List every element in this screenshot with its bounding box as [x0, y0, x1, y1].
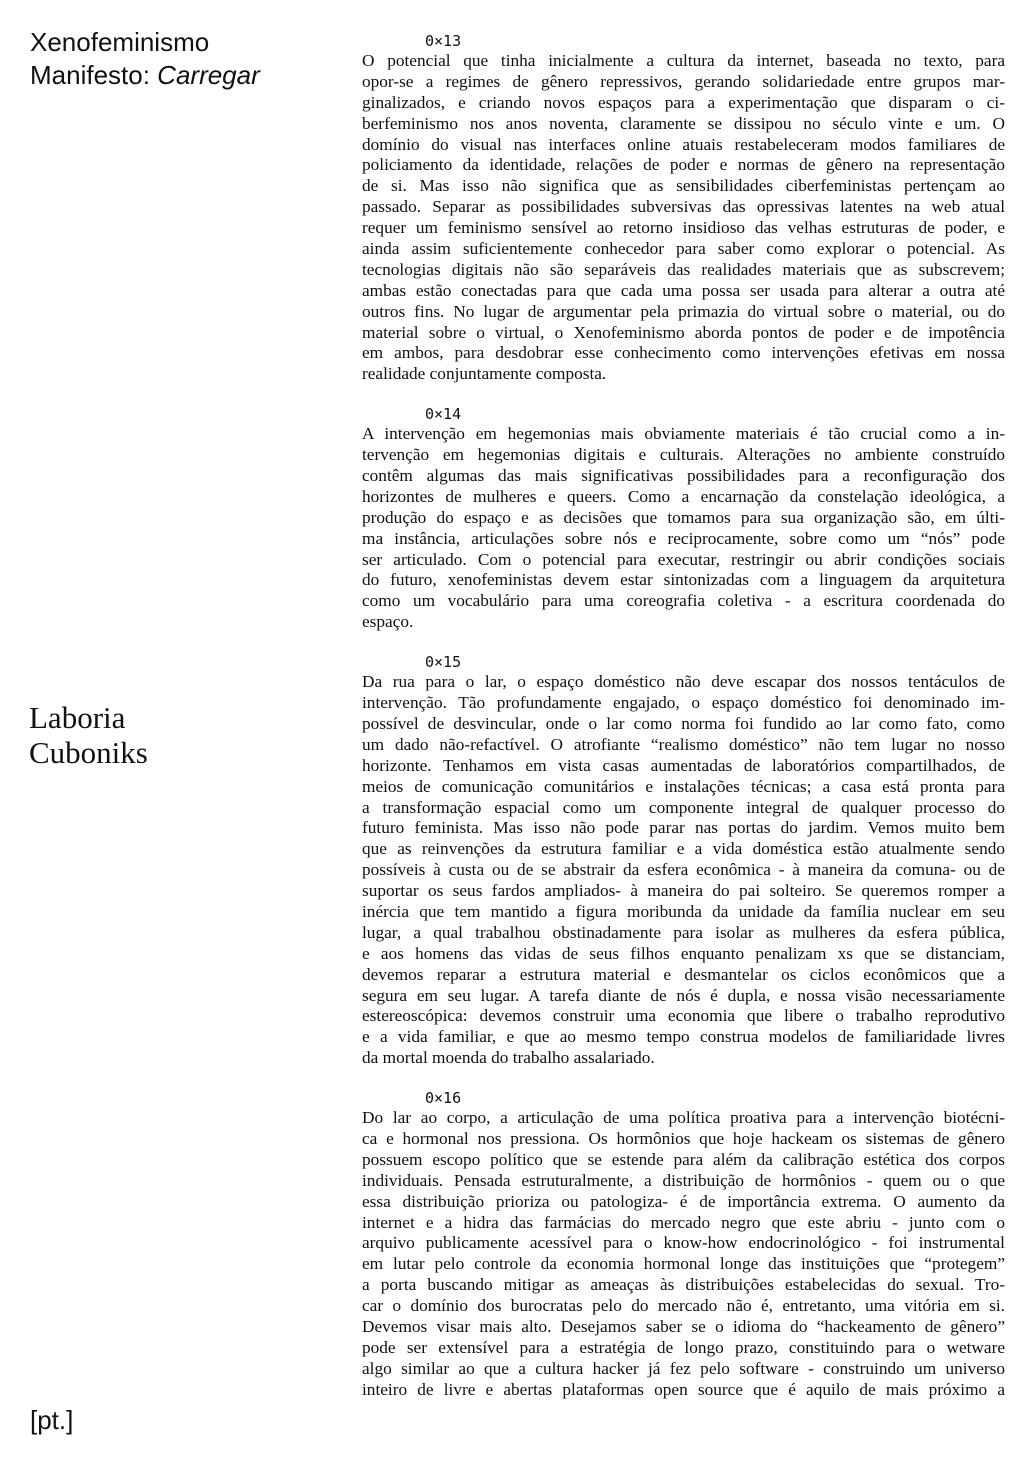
- text-line: em ambos, para desdobrar esse conhecimento como intervenções efetivas em nossa: [362, 343, 1005, 363]
- text-line: devemos reparar a estrutura material e desmantelar os ciclos econômicos que a: [362, 964, 1005, 984]
- text-line: horizontes de mulheres e queers. Como a encarnação da constelação ideológica, a: [362, 486, 1005, 506]
- text-line: possíveis à custa ou de se abstrair da esfera econômica - à maneira da comuna- ou de: [362, 860, 1005, 880]
- text-line: e a vida familiar, e que ao mesmo tempo construa modelos de familiaridade livres: [362, 1027, 1005, 1047]
- text-line: ainda assim suficientemente conhecedor para saber como explorar o potencial. As: [362, 239, 1005, 259]
- text-line: car o domínio dos burocratas pelo do mercado não é, entretanto, uma vitória em si.: [362, 1296, 1005, 1316]
- text-line: passado. Separar as possibilidades subversivas das opressivas latentes na web atual: [362, 197, 1005, 217]
- text-line: ma instância, articulações sobre nós e reciprocamente, sobre como um “nós” pode: [362, 528, 1005, 548]
- text-line: Da rua para o lar, o espaço doméstico não deve escapar dos nossos tentáculos de: [362, 672, 1005, 692]
- text-line: produção do espaço e as decisões que tomamos para sua organização são, em últi-: [362, 507, 1005, 527]
- section-number: 0×14: [425, 405, 462, 424]
- text-line: em lutar pelo controle da economia hormonal longe das instituições que “protegem”: [362, 1254, 1005, 1274]
- text-line: possível de desvincular, onde o lar como norma foi fundido ao lar como fato, como: [362, 713, 1005, 733]
- text-line: inércia que tem mantido a figura moribunda da unidade da família nuclear em seu: [362, 901, 1005, 921]
- body-column: [362, 31, 1005, 1420]
- text-line: de si. Mas isso não significa que as sensibilidades ciberfeministas pertençam ao: [362, 176, 1005, 196]
- text-line: realidade conjuntamente composta.: [362, 364, 607, 384]
- text-line: outros fins. No lugar de argumentar pela primazia do virtual sobre o material, ou do: [362, 301, 1005, 321]
- section-number: 0×15: [425, 653, 462, 672]
- text-line: ca e hormonal nos pressiona. Os hormônios que hoje hackeam os sistemas de gênero: [362, 1128, 1005, 1148]
- author-line-1: Laboria: [29, 700, 126, 735]
- text-line: como um vocabulário para uma coreografia coletiva - a escritura coordenada do: [362, 591, 1005, 611]
- manifesto-section: [362, 31, 1005, 385]
- text-line: da mortal moenda do trabalho assalariado.: [362, 1048, 655, 1068]
- text-line: pode ser extensível para a estratégia de longo prazo, constituindo para o wetware: [362, 1337, 1005, 1357]
- section-paragraph: [362, 51, 1005, 385]
- text-line: Devemos visar mais alto. Desejamos saber se o idioma do “hackeamento de gênero”: [362, 1316, 1005, 1336]
- author-line-2: Cuboniks: [29, 735, 148, 770]
- manifesto-section: [362, 1088, 1005, 1400]
- text-line: ser articulado. Com o potencial para executar, restringir ou abrir condições sociais: [362, 549, 1005, 569]
- title-prefix: Manifesto:: [30, 60, 158, 90]
- text-line: do futuro, xenofeministas devem estar sintonizadas com a linguagem da arquitetura: [362, 570, 1005, 590]
- text-line: essa distribuição prioriza ou patologiza- é de importância extrema. O aumento da: [362, 1191, 1005, 1211]
- section-paragraph: [362, 672, 1005, 1069]
- text-line: O potencial que tinha inicialmente a cultura da internet, baseada no texto, para: [362, 51, 1005, 70]
- text-line: ambas estão conectadas para que cada uma possa ser usada para alterar a outra até: [362, 280, 1005, 300]
- text-line: suportar os seus fardos ampliados- à maneira do pai solteiro. Se queremos romper a: [362, 881, 1005, 901]
- title-line-1: Xenofeminismo: [30, 27, 210, 57]
- text-line: tecnologias digitais não são separáveis das realidades materiais que as subscrevem;: [362, 259, 1005, 279]
- text-line: requer um feminismo sensível ao retorno insidioso das velhas estruturas de poder, e: [362, 218, 1005, 238]
- text-line: e aos homens das vidas de seus filhos enquanto penalizam xs que se distanciam,: [362, 943, 1005, 963]
- text-line: horizonte. Tenhamos em vista casas aumentadas de laboratórios compartilhados, de: [362, 755, 1005, 775]
- text-line: contêm algumas das mais significativas possibilidades para a reconfiguração dos: [362, 466, 1005, 486]
- title-italic: Carregar: [157, 60, 260, 90]
- text-line: berfeminismo nos anos noventa, claramente se dissipou no século vinte e um. O: [362, 113, 1005, 133]
- text-line: A intervenção em hegemonias mais obviamente materiais é tão crucial como a in-: [362, 424, 1005, 444]
- text-line: domínio do visual nas interfaces online atuais restabeleceram modos familiares de: [362, 134, 1005, 154]
- author-name: [29, 700, 148, 770]
- text-line: meios de comunicação comunitários e instalações técnicas; a casa está pronta para: [362, 776, 1005, 796]
- text-line: a transformação espacial como um componente integral de qualquer processo do: [362, 797, 1005, 817]
- section-paragraph: [362, 1108, 1005, 1400]
- section-paragraph: [362, 424, 1005, 633]
- text-line: segura em seu lugar. A tarefa diante de nós é dupla, e nossa visão necessariamente: [362, 985, 1005, 1005]
- title-line-2: [30, 59, 260, 92]
- text-line: algo similar ao que a cultura hacker já fez pelo software - construindo um universo: [362, 1358, 1005, 1378]
- language-label: [pt.]: [30, 1405, 74, 1435]
- text-line: estereoscópica: devemos construir uma economia que libere o trabalho reprodutivo: [362, 1006, 1005, 1026]
- text-line: a porta buscando mitigar as ameaças às distribuições estabelecidas do sexual. Tro-: [362, 1275, 1005, 1295]
- document-title: [30, 26, 260, 92]
- text-line: tervenção em hegemonias digitais e culturais. Alterações no ambiente construído: [362, 445, 1005, 465]
- manifesto-section: [362, 404, 1005, 633]
- text-line: possuem escopo político que se estende para além da calibração estética dos corpos: [362, 1149, 1005, 1169]
- text-line: inteiro de livre e abertas plataformas open source que é aquilo de mais próximo a: [362, 1379, 1005, 1399]
- text-line: individuais. Pensada estruturalmente, a distribuição de hormônios - quem ou o que: [362, 1170, 1005, 1190]
- text-line: Do lar ao corpo, a articulação de uma política proativa para a intervenção biotécni-: [362, 1108, 1005, 1128]
- section-number: 0×13: [425, 32, 462, 50]
- text-line: material sobre o virtual, o Xenofeminismo aborda pontos de poder e de impotência: [362, 322, 1005, 342]
- text-line: policiamento da identidade, relações de poder e normas de gênero na representação: [362, 155, 1005, 175]
- text-line: opor-se a regimes de gênero repressivos, gerando solidariedade entre grupos mar-: [362, 71, 1005, 91]
- text-line: espaço.: [362, 612, 414, 632]
- manifesto-section: [362, 652, 1005, 1069]
- text-line: que as reinvenções da estrutura familiar e a vida doméstica estão atualmente sendo: [362, 839, 1005, 859]
- text-line: intervenção. Tão profundamente engajado, o espaço doméstico foi denominado im-: [362, 693, 1005, 713]
- text-line: ginalizados, e criando novos espaços para a experimentação que disparam o ci-: [362, 92, 1005, 112]
- text-line: um dado não-refactível. O atrofiante “realismo doméstico” não tem lugar no nosso: [362, 734, 1005, 754]
- section-number: 0×16: [425, 1089, 462, 1108]
- text-line: arquivo publicamente acessível para o know-how endocrinológico - foi instrumental: [362, 1233, 1005, 1253]
- text-line: lugar, a qual trabalhou obstinadamente para isolar as mulheres da esfera pública,: [362, 922, 1005, 942]
- text-line: internet e a hidra das farmácias do mercado negro que este abriu - junto com o: [362, 1212, 1005, 1232]
- text-line: futuro feminista. Mas isso não pode parar nas portas do jardim. Vemos muito bem: [362, 818, 1005, 838]
